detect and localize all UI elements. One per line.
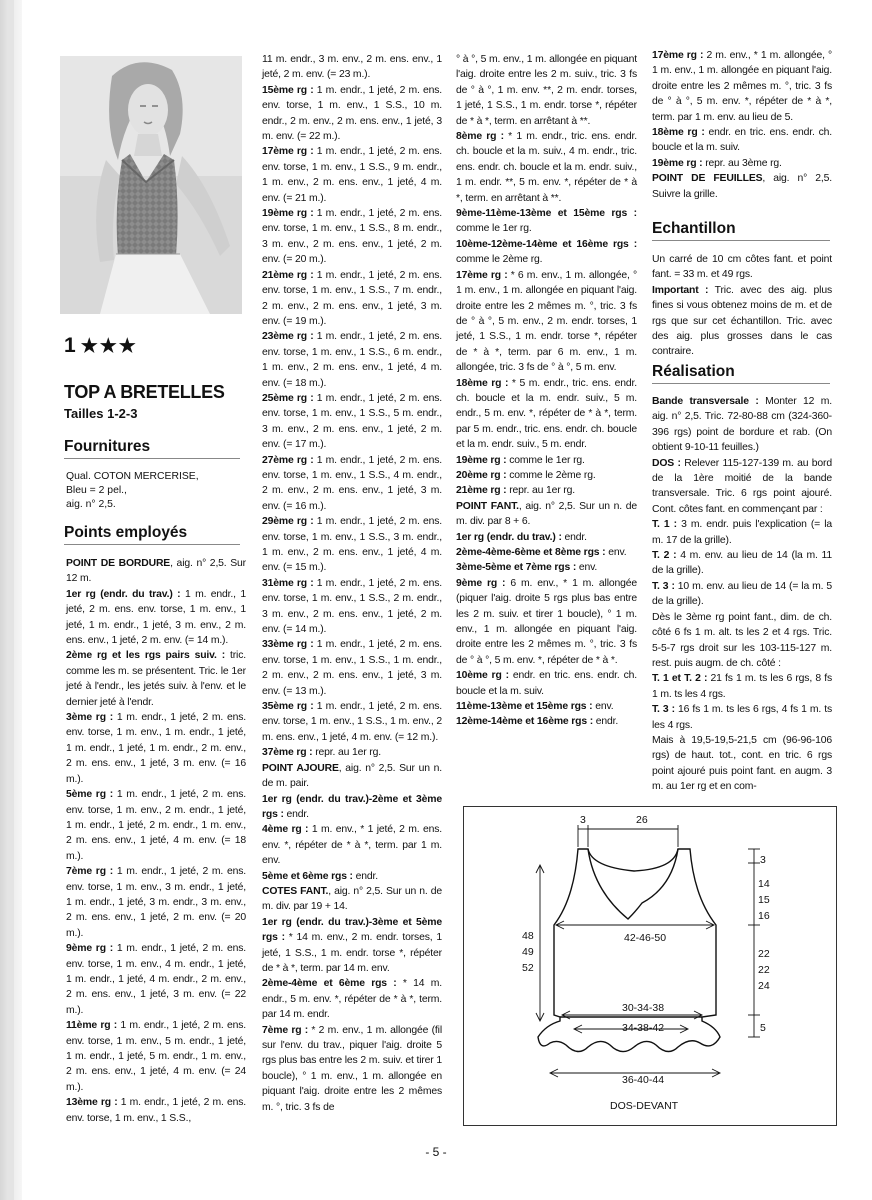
row-label: 18ème rg : — [652, 127, 705, 139]
difficulty-rating — [64, 334, 138, 358]
row-label: 31ème rg : — [262, 577, 314, 589]
row-text: * 2 m. env., 1 m. allongée (fil sur l'env. du trav., piquer l'aig. droite 5 rgs plus bas entre les 2 m. suiv. et tirer 1 boucle), ° 1 m. env., 1 m. allongée en piquant l'aig. droite entre les 2 mêmes m. °, tric. 3 fs de — [262, 1024, 442, 1113]
heading-realisation: Réalisation — [652, 363, 830, 384]
paragraph — [456, 499, 637, 530]
row-label: Bande transversale : — [652, 396, 759, 407]
row-label: T. 1 : — [652, 519, 677, 531]
heading-fournitures: Fournitures — [64, 438, 240, 459]
paragraph — [456, 468, 637, 483]
row-label: 8ème rg : — [456, 131, 504, 143]
paragraph — [652, 733, 832, 795]
row-text: comme le 1er rg. — [456, 223, 532, 235]
row-text: 3 m. endr. puis l'explication (= la m. 17 de la grille). — [652, 519, 832, 546]
dim-bust: 42-46-50 — [624, 932, 667, 944]
paragraph — [262, 792, 442, 823]
dim-band: 34-38-42 — [622, 1022, 665, 1034]
row-label: 9ème rg : — [456, 577, 506, 589]
paragraph — [456, 483, 637, 498]
paragraph — [66, 556, 246, 587]
dos-devant-schematic — [463, 806, 837, 1126]
row-label: 1er rg (endr. du trav.)-2ème et 3ème rgs : — [262, 793, 442, 820]
row-text: , aig. n° 2,5. Sur 12 m. — [66, 558, 246, 585]
paragraph — [66, 587, 246, 649]
row-label: 25ème rg : — [262, 392, 314, 404]
column-2-text — [262, 52, 442, 1115]
paragraph — [652, 456, 832, 518]
dim-right-0: 3 — [760, 854, 766, 866]
row-text: , aig. n° 2,5. Sur un n. de m. div. par 19 + 14. — [262, 885, 442, 913]
row-label: 1er rg (endr. du trav.)-3ème et 5ème rgs : — [262, 916, 442, 944]
row-text: 1 m. endr., 1 jeté, 2 m. ens. env. torse, 1 m. env., 1 S.S., 1 m. endr., 2 m. env., 2 m. ens. env., 1 jeté, 3 m. env. (= 13 m.). — [262, 639, 442, 697]
row-text: * 1 m. endr., tric. ens. endr. ch. boucle et la m. suiv., 4 m. endr., tric. ens. endr. ch. boucle et la m. endr. suiv., 1 m. endr. **, 5 m. env. *, répéter de * à *, term. en arrêtant à **. — [456, 131, 637, 204]
paragraph — [262, 576, 442, 638]
row-text: repr. au 3ème rg. — [702, 157, 782, 169]
row-text: 1 m. endr., 1 jeté, 2 m. ens. env. torse, 1 m. env., 1 S.S., 6 m. endr., 1 m. env., 2 m. ens. env., 1 jeté, 4 m. env. (= 18 m.). — [262, 331, 442, 389]
row-text: 1 m. endr., 1 jeté, 2 m. ens. env. torse, 1 m. env., 2 m. endr., 1 jeté, 1 m. endr., 1 jeté, 2 m. endr., 1 m. env., 2 m. ens. env., 1 jeté, 4 m. env. (= 18 m.). — [66, 789, 246, 862]
row-text: env. — [576, 562, 598, 574]
paragraph — [456, 206, 637, 237]
row-label: 2ème rg et les rgs pairs suiv. : — [66, 650, 226, 662]
paragraph — [66, 648, 246, 710]
paragraph — [262, 144, 442, 206]
row-label: 17ème rg : — [456, 269, 508, 281]
row-text: 16 fs 1 m. ts les 6 rgs, 4 fs 1 m. ts les 4 rgs. — [652, 704, 832, 731]
row-text: 1 m. endr., 1 jeté, 2 m. ens. env. torse, 1 m. env., 1 S.S., 3 m. endr., 1 m. env., 2 m. ens. env., 1 jeté, 4 m. env. (= 15 m.). — [262, 516, 442, 574]
paragraph — [262, 761, 442, 792]
paragraph — [262, 206, 442, 268]
paragraph — [262, 83, 442, 145]
paragraph — [262, 822, 442, 868]
diagram-caption: DOS-DEVANT — [610, 1100, 679, 1112]
paragraph — [652, 517, 832, 548]
paragraph — [456, 376, 637, 453]
paragraph — [652, 171, 832, 202]
paragraph — [66, 1095, 246, 1126]
paragraph — [652, 48, 832, 125]
echantillon-text — [652, 252, 832, 360]
paragraph — [262, 745, 442, 760]
row-label: 20ème rg : — [456, 469, 507, 481]
row-text: endr. — [283, 808, 309, 820]
row-text: 1 m. endr., 1 jeté, 2 m. ens. env. torse, 1 m. env., 1 S.S., 4 m. endr., 2 m. env., 2 m. ens. env., 1 jeté, 3 m. env. (= 16 m.). — [262, 454, 442, 512]
dim-left-0: 48 — [522, 930, 534, 942]
dim-right-7: 5 — [760, 1022, 766, 1034]
row-label: 4ème rg : — [262, 824, 309, 836]
dim-left-1: 49 — [522, 946, 534, 958]
paragraph — [652, 548, 832, 579]
row-text: comme le 2ème rg. — [506, 469, 596, 481]
row-label: 17ème rg : — [652, 50, 704, 61]
row-text: 1 m. endr., 1 jeté, 2 m. ens. env. torse, 1 m. env., 1 S.S., 1 m. env., 2 m. ens. env., 1 jeté, 4 m. env. (= 12 m.). — [262, 701, 442, 743]
row-label: 21ème rg : — [456, 485, 507, 497]
row-label: T. 2 : — [652, 550, 677, 562]
paragraph — [262, 637, 442, 699]
row-label: 9ème rg : — [66, 943, 114, 955]
paragraph — [262, 268, 442, 330]
heading-points-employes: Points employés — [64, 524, 240, 545]
dim-waist: 30-34-38 — [622, 1002, 665, 1014]
row-text: Un carré de 10 cm côtes fant. et point fant. = 33 m. et 49 rgs. — [652, 254, 832, 281]
row-label: 21ème rg : — [262, 269, 314, 281]
row-text: Dès le 3ème rg point fant., dim. de ch. côté 6 fs 1 m. alt. ts les 2 et 4 rgs. Tric. 5-5-7 rgs droit sur les 103-115-127 m. rest. puis augm. de ch. côté : — [652, 611, 832, 669]
row-label: POINT AJOURE — [262, 762, 339, 774]
paragraph — [66, 787, 246, 864]
row-label: 19ème rg : — [456, 454, 507, 466]
row-text: 1 m. endr., 1 jeté, 2 m. ens. env. torse, 1 m. env., 1 jeté, 1 m. endr., 1 jeté, 3 m. env., 2 m. ens. env., 1 jeté, 2 m. env. (= 14 m.). — [66, 588, 247, 647]
row-label: DOS : — [652, 457, 681, 469]
realisation-text — [652, 394, 832, 795]
paragraph — [262, 52, 442, 83]
row-label: T. 3 : — [652, 704, 675, 716]
row-text: 1 m. endr., 1 jeté, 2 m. ens. env. torse, 1 m. env., 1 S.S., — [66, 1097, 246, 1124]
row-label: 2ème-4ème et 6ème rgs : — [262, 978, 397, 990]
dim-bottom: 36-40-44 — [622, 1074, 665, 1086]
paragraph — [652, 156, 832, 171]
row-label: 5ème et 6ème rgs : — [262, 870, 353, 882]
row-text: 1 m. endr., 1 jeté, 2 m. ens. env. torse, 1 m. env., 1 m. endr., 1 jeté, 1 m. endr., 1 jeté, 1 m. endr., 2 m. env., 2 m. ens. env., 1 jeté, 3 m. env. (= 16 m.). — [66, 712, 246, 785]
column-4-text — [652, 48, 832, 202]
row-label: 9ème-11ème-13ème et 15ème rgs : — [456, 208, 637, 220]
row-label: 17ème rg : — [262, 146, 314, 158]
row-label: Important : — [652, 284, 709, 296]
paragraph — [262, 453, 442, 515]
star-icons: ★★★ — [80, 336, 138, 357]
row-label: 33ème rg : — [262, 639, 314, 651]
pattern-title: TOP A BRETELLES — [64, 382, 225, 402]
dim-right-3: 16 — [758, 910, 770, 922]
paragraph — [456, 545, 637, 560]
paragraph — [262, 869, 442, 884]
dim-top-mid: 26 — [636, 814, 648, 826]
row-text: Tric. avec des aig. plus fines si vous obtenez moins de m. et de rgs que sur cet échantillon. Tric. avec des aig. plus grosses dans le cas contraire. — [652, 284, 833, 358]
paragraph — [262, 1023, 442, 1115]
row-text: repr. au 1er rg. — [312, 747, 381, 759]
paragraph — [262, 884, 442, 915]
page-number: - 5 - — [425, 1145, 447, 1159]
row-text: ° à °, 5 m. env., 1 m. allongée en piquant l'aig. droite entre les 2 m. suiv., tric. 3 fs de ° à °, 1 m. env. **, 2 m. endr. torses, 1 jeté, 1 S.S., 1 m. endr. torse *, répéter de * à *, term. en arrêtant à **. — [456, 54, 637, 127]
paragraph — [456, 699, 637, 714]
row-label: 2ème-4ème-6ème et 8ème rgs : — [456, 547, 606, 558]
paragraph — [262, 329, 442, 391]
paragraph — [652, 702, 832, 733]
fourniture-line: aig. n° 2,5. — [66, 499, 116, 510]
row-label: 18ème rg : — [456, 377, 509, 389]
row-label: 5ème rg : — [66, 789, 114, 801]
paragraph — [456, 668, 637, 699]
row-text: comme le 2ème rg. — [456, 254, 543, 266]
row-text: , aig. n° 2,5. Suivre la grille. — [652, 173, 832, 200]
row-text: 1 m. endr., 1 jeté, 2 m. ens. env. torse, 1 m. env., 1 S.S., 7 m. endr., 2 m. env., 2 m. ens. env., 1 jeté, 3 m. env. (= 19 m.). — [262, 269, 442, 327]
row-label: 11ème-13ème et 15ème rgs : — [456, 701, 593, 713]
dim-right-2: 15 — [758, 894, 770, 906]
row-text: 1 m. endr., 1 jeté, 2 m. ens. env. torse, 1 m. env., 1 S.S., 10 m. endr., 2 m. env., 2 m. ens. env., 1 jeté, 3 m. env. (= 22 m.). — [262, 84, 442, 143]
row-text: * 14 m. endr., 5 m. env. *, répéter de * à *, term. par 14 m. endr. — [262, 978, 442, 1021]
paragraph — [262, 699, 442, 745]
row-text: * 5 m. endr., tric. ens. endr. ch. boucle et la m. endr. suiv., 5 m. endr., 5 m. env. *, répéter de * à *, term. par 5 m. endr., tric. ens. endr. ch. boucle et la m. endr. suiv., 5 m. endr. — [456, 377, 637, 451]
row-text: 10 m. env. au lieu de 14 (= la m. 5 de la grille). — [652, 580, 832, 608]
model-photo — [60, 56, 242, 314]
paragraph — [66, 941, 246, 1018]
row-label: 3ème-5ème et 7ème rgs : — [456, 562, 577, 574]
row-text: 21 fs 1 m. ts les 6 rgs, 8 fs 1 m. ts les 4 rgs. — [652, 673, 832, 700]
row-text: repr. au 1er rg. — [506, 485, 575, 497]
row-text: comme le 1er rg. — [506, 454, 585, 466]
paragraph — [456, 714, 637, 729]
row-text: , aig. n° 2,5. Sur un n. de m. div. par 8 + 6. — [456, 500, 637, 528]
row-text: 1 m. endr., 1 jeté, 2 m. ens. env. torse, 1 m. env., 5 m. endr., 1 jeté, 1 m. endr., 1 jeté, 5 m. endr., 1 m. env., 2 m. ens. env., 1 jeté, 4 m. env. (= 24 m.). — [66, 1020, 247, 1093]
row-label: 1er rg (endr. du trav.) : — [456, 531, 562, 543]
paragraph — [456, 129, 637, 206]
dim-top-left: 3 — [580, 814, 586, 826]
paragraph — [652, 394, 832, 456]
paragraph — [66, 1018, 246, 1095]
row-text: 1 m. endr., 1 jeté, 2 m. ens. env. torse, 1 m. env., 1 S.S., 8 m. endr., 3 m. env., 2 m. ens. env., 1 jeté, 2 m. env. (= 20 m.). — [262, 208, 442, 266]
paragraph — [66, 864, 246, 941]
row-text: Mais à 19,5-19,5-21,5 cm (96-96-106 rgs) de haut. tot., cont. en tric. 6 rgs point ajouré puis point fant. en augm. 3 m. au 1er rg et en com- — [652, 734, 832, 793]
paragraph — [456, 453, 637, 468]
row-text: 11 m. endr., 3 m. env., 2 m. ens. env., 1 jeté, 2 m. env. (= 23 m.). — [262, 54, 442, 81]
row-text: , aig. n° 2,5. Sur un n. de m. pair. — [262, 762, 442, 790]
binding-shadow — [8, 0, 14, 1200]
row-label: POINT FANT. — [456, 500, 519, 512]
row-label: 7ème rg : — [66, 866, 114, 878]
row-label: 13ème rg : — [66, 1097, 118, 1109]
row-text: 1 m. endr., 1 jeté, 2 m. ens. env. torse, 1 m. env., 4 m. endr., 1 jeté, 1 m. endr., 1 jeté, 4 m. endr., 2 m. env., 2 m. ens. env., 1 jeté, 3 m. env. (= 22 m.). — [66, 943, 246, 1016]
row-text: 1 m. endr., 1 jeté, 2 m. ens. env. torse, 1 m. env., 1 S.S., 5 m. endr., 3 m. env., 2 m. ens. env., 1 jeté, 2 m. env. (= 17 m.). — [262, 392, 442, 451]
row-label: 3ème rg : — [66, 712, 114, 724]
model-number: 1 — [64, 334, 77, 357]
row-text: endr. — [352, 870, 378, 882]
sizes-label: Tailles 1-2-3 — [64, 406, 138, 421]
paragraph — [652, 671, 832, 702]
dim-right-4: 22 — [758, 948, 770, 960]
row-text: Relever 115-127-139 m. au bord de la 1ère moitié de la bande transversale. Tric. 6 rgs point ajouré. Cont. côtes fant. en commençant par : — [652, 457, 832, 515]
row-label: 11ème rg : — [66, 1020, 118, 1032]
row-text: Monter 12 m. aig. n° 2,5. Tric. 72-80-88 cm (324-360-396 rgs) point de bordure et rab. (On obtient 9-10-11 feuilles.) — [652, 396, 832, 454]
row-label: 19ème rg : — [652, 157, 703, 169]
row-text: 1 m. endr., 1 jeté, 2 m. ens. env. torse, 1 m. env., 1 S.S., 2 m. endr., 3 m. env., 2 m. ens. env., 1 jeté, 2 m. env. (= 14 m.). — [262, 577, 442, 636]
paragraph — [66, 710, 246, 787]
row-text: endr. — [561, 531, 587, 543]
paragraph — [456, 576, 637, 668]
paragraph — [652, 125, 832, 156]
heading-echantillon: Echantillon — [652, 220, 830, 241]
row-text: endr. en tric. ens. endr. ch. boucle et la m. suiv. — [456, 670, 637, 697]
row-text: endr. — [593, 716, 619, 728]
row-text: 6 m. env., * 1 m. allongée (piquer l'aig. droite 5 rgs plus bas entre les 2 m. suiv. et tirer 1 boucle), ° 1 m. env., 1 m. allongée en piquant l'aig. droite entre les 2 mêmes m. °, tric. 3 fs de ° à °, 5 m. env. *, répéter de * à *. — [456, 577, 637, 666]
row-text: * 6 m. env., 1 m. allongée, ° 1 m. env., 1 m. allongée en piquant l'aig. droite entre les 2 mêmes m. °, tric. 3 fs de ° à °, 5 m. env., 2 m. endr. torses, 1 jeté, 1 S.S., 1 m. endr. torse *, répéter de * à *, term. par 6 m. env., 1 m. allongée, tric. 3 fs de ° à °, 5 m. env. — [456, 269, 637, 374]
row-text: 4 m. env. au lieu de 14 (la m. 11 de la grille). — [652, 550, 832, 577]
row-text: 1 m. endr., 1 jeté, 2 m. ens. env. torse, 1 m. env., 1 S.S., 9 m. endr., 1 m. env., 2 m. ens. env., 1 jeté, 4 m. env. (= 21 m.). — [262, 146, 442, 204]
paragraph — [456, 560, 637, 575]
column-1-text — [66, 556, 246, 1126]
row-label: 19ème rg : — [262, 208, 314, 220]
row-text: 2 m. env., * 1 m. allongée, ° 1 m. env., 1 m. allongée en piquant l'aig. droite entre les 2 mêmes m. °, tric. 3 fs de ° à °, 5 m. env. *, répéter de * à *, term. par 1 m. env. au lieu de 5. — [652, 50, 832, 123]
dim-left-2: 52 — [522, 962, 534, 974]
row-label: POINT DE FEUILLES — [652, 173, 763, 185]
dim-right-6: 24 — [758, 980, 770, 992]
row-label: 7ème rg : — [262, 1024, 309, 1036]
fournitures-list — [66, 470, 199, 512]
row-label: 10ème rg : — [456, 670, 509, 682]
paragraph — [456, 52, 637, 129]
paragraph — [652, 610, 832, 672]
row-label: 12ème-14ème et 16ème rgs : — [456, 716, 594, 728]
row-label: COTES FANT. — [262, 885, 329, 897]
row-label: 10ème-12ème-14ème et 16ème rgs : — [456, 238, 637, 250]
dim-right-1: 14 — [758, 878, 770, 890]
paragraph — [262, 976, 442, 1022]
paragraph — [262, 915, 442, 977]
paragraph — [262, 391, 442, 453]
column-3-text — [456, 52, 637, 730]
row-text: * 14 m. env., 2 m. endr. torses, 1 jeté, 1 S.S., 1 m. endr. torse *, répéter de * à *, term. par 14 m. env. — [262, 932, 442, 974]
row-label: 29ème rg : — [262, 516, 314, 528]
paragraph — [652, 252, 832, 283]
row-text: 1 m. endr., 1 jeté, 2 m. ens. env. torse, 1 m. env., 3 m. endr., 1 jeté, 1 m. endr., 1 jeté, 3 m. endr., 3 m. env., 2 m. ens. env., 1 jeté, 2 m. env. (= 20 m.). — [66, 866, 246, 939]
row-label: T. 1 et T. 2 : — [652, 673, 708, 685]
row-label: 1er rg (endr. du trav.) : — [66, 588, 181, 600]
row-text: env. — [605, 547, 627, 558]
row-text: endr. en tric. ens. endr. ch. boucle et la m. suiv. — [652, 127, 832, 154]
row-label: 35ème rg : — [262, 701, 314, 713]
row-text: 1 m. env., * 1 jeté, 2 m. ens. env. *, répéter de * à *, term. par 1 m. env. — [262, 824, 442, 867]
row-label: T. 3 : — [652, 580, 675, 592]
dim-right-5: 22 — [758, 964, 770, 976]
paragraph — [262, 514, 442, 576]
row-label: 15ème rg : — [262, 84, 314, 96]
paragraph — [652, 283, 832, 360]
fourniture-line: Bleu = 2 pel., — [66, 485, 127, 496]
row-label: 37ème rg : — [262, 747, 313, 759]
row-text: tric. comme les m. se présentent. Tric. le 1er jeté à l'endr., les jetés suiv. à l'env. et le dernier jeté à l'endr. — [66, 650, 246, 708]
row-label: 23ème rg : — [262, 331, 314, 343]
paragraph — [456, 268, 637, 376]
paragraph — [652, 579, 832, 610]
row-label: POINT DE BORDURE — [66, 558, 171, 569]
paragraph — [456, 530, 637, 545]
fourniture-line: Qual. COTON MERCERISE, — [66, 471, 199, 482]
paragraph — [456, 237, 637, 268]
row-text: env. — [592, 701, 614, 713]
row-label: 27ème rg : — [262, 454, 314, 466]
